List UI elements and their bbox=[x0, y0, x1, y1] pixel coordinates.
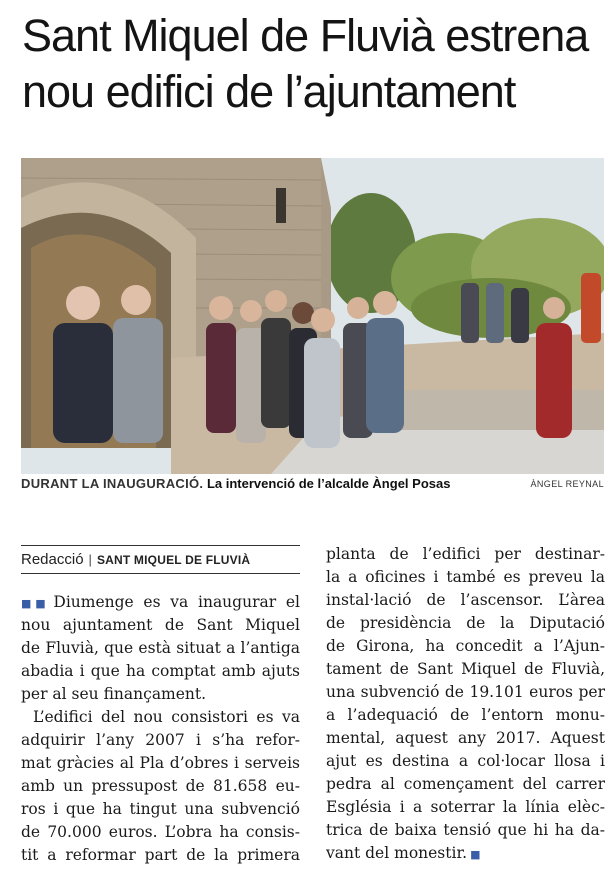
article-line: nou ajuntament de Sant Miquel bbox=[21, 616, 300, 634]
paragraph-marker-icon: ■■ bbox=[21, 597, 50, 610]
byline-author: Redacció bbox=[21, 551, 84, 568]
byline bbox=[21, 545, 300, 574]
article-line: vant del monestir. ■ bbox=[326, 844, 481, 862]
article-line: per al seu finançament. bbox=[21, 685, 207, 703]
article-line: amb un pressupost de 81.658 eu- bbox=[21, 777, 300, 795]
article-line: tit a reformar part de la primera bbox=[21, 846, 300, 864]
article-line: mental, aquest any 2017. Aquest bbox=[326, 729, 605, 747]
article-line: tament de Sant Miquel de Fluvià, bbox=[326, 660, 605, 678]
article-line: L’edifici del nou consistori es va bbox=[33, 708, 300, 726]
article-line: Església i a soterrar la línia elèc- bbox=[326, 798, 605, 816]
article-line: abadia i que ha comptat amb ajuts bbox=[21, 662, 300, 680]
end-of-article-icon: ■ bbox=[470, 848, 481, 861]
article-line: una subvenció de 19.101 euros per bbox=[326, 683, 605, 701]
headline-line-2: nou edifici de l’ajuntament bbox=[22, 66, 516, 117]
byline-place: SANT MIQUEL DE FLUVIÀ bbox=[96, 553, 251, 567]
caption-lead: DURANT LA INAUGURACIÓ. bbox=[21, 476, 204, 491]
article-line: ros i que ha tingut una subvenció bbox=[21, 800, 300, 818]
article-line: instal·lació de l’ascensor. L’àrea bbox=[326, 591, 605, 609]
article-line: a l’adequació de l’entorn monu- bbox=[326, 706, 605, 724]
article-line: de Fluvià, que està situat a l’antiga bbox=[21, 639, 300, 657]
article-line: planta de l’edifici per destinar- bbox=[326, 545, 605, 563]
article-line: de 70.000 euros. L’obra ha consis- bbox=[21, 823, 300, 841]
article-line: trica de baixa tensió que hi ha da- bbox=[326, 821, 605, 839]
article-line: adquirir l’any 2007 i s’ha refor- bbox=[21, 731, 300, 749]
article-line: mat gràcies al Pla d’obres i serveis bbox=[21, 754, 300, 772]
article-line: de presidència de la Diputació bbox=[326, 614, 605, 632]
article-column-1 bbox=[21, 591, 300, 867]
article-line: ajut es destina a col·locar llosa i bbox=[326, 752, 605, 770]
photo-caption bbox=[21, 476, 481, 492]
headline bbox=[22, 8, 607, 120]
photo-illustration bbox=[21, 158, 604, 474]
article-line: la a oficines i també es preveu la bbox=[326, 568, 605, 586]
headline-line-1: Sant Miquel de Fluvià estrena bbox=[22, 10, 589, 61]
article-column-2 bbox=[326, 543, 605, 865]
byline-separator: | bbox=[88, 552, 92, 567]
article-line: ■■ Diumenge es va inaugurar el bbox=[21, 593, 300, 611]
article-line: de Girona, ha concedit a l’Ajun- bbox=[326, 637, 605, 655]
caption-text: La intervenció de l’alcalde Àngel Posas bbox=[206, 476, 451, 491]
photo-credit: ÀNGEL REYNAL bbox=[530, 479, 604, 489]
article-line: pedra al començament del carrer bbox=[326, 775, 605, 793]
article-photo bbox=[21, 158, 604, 474]
